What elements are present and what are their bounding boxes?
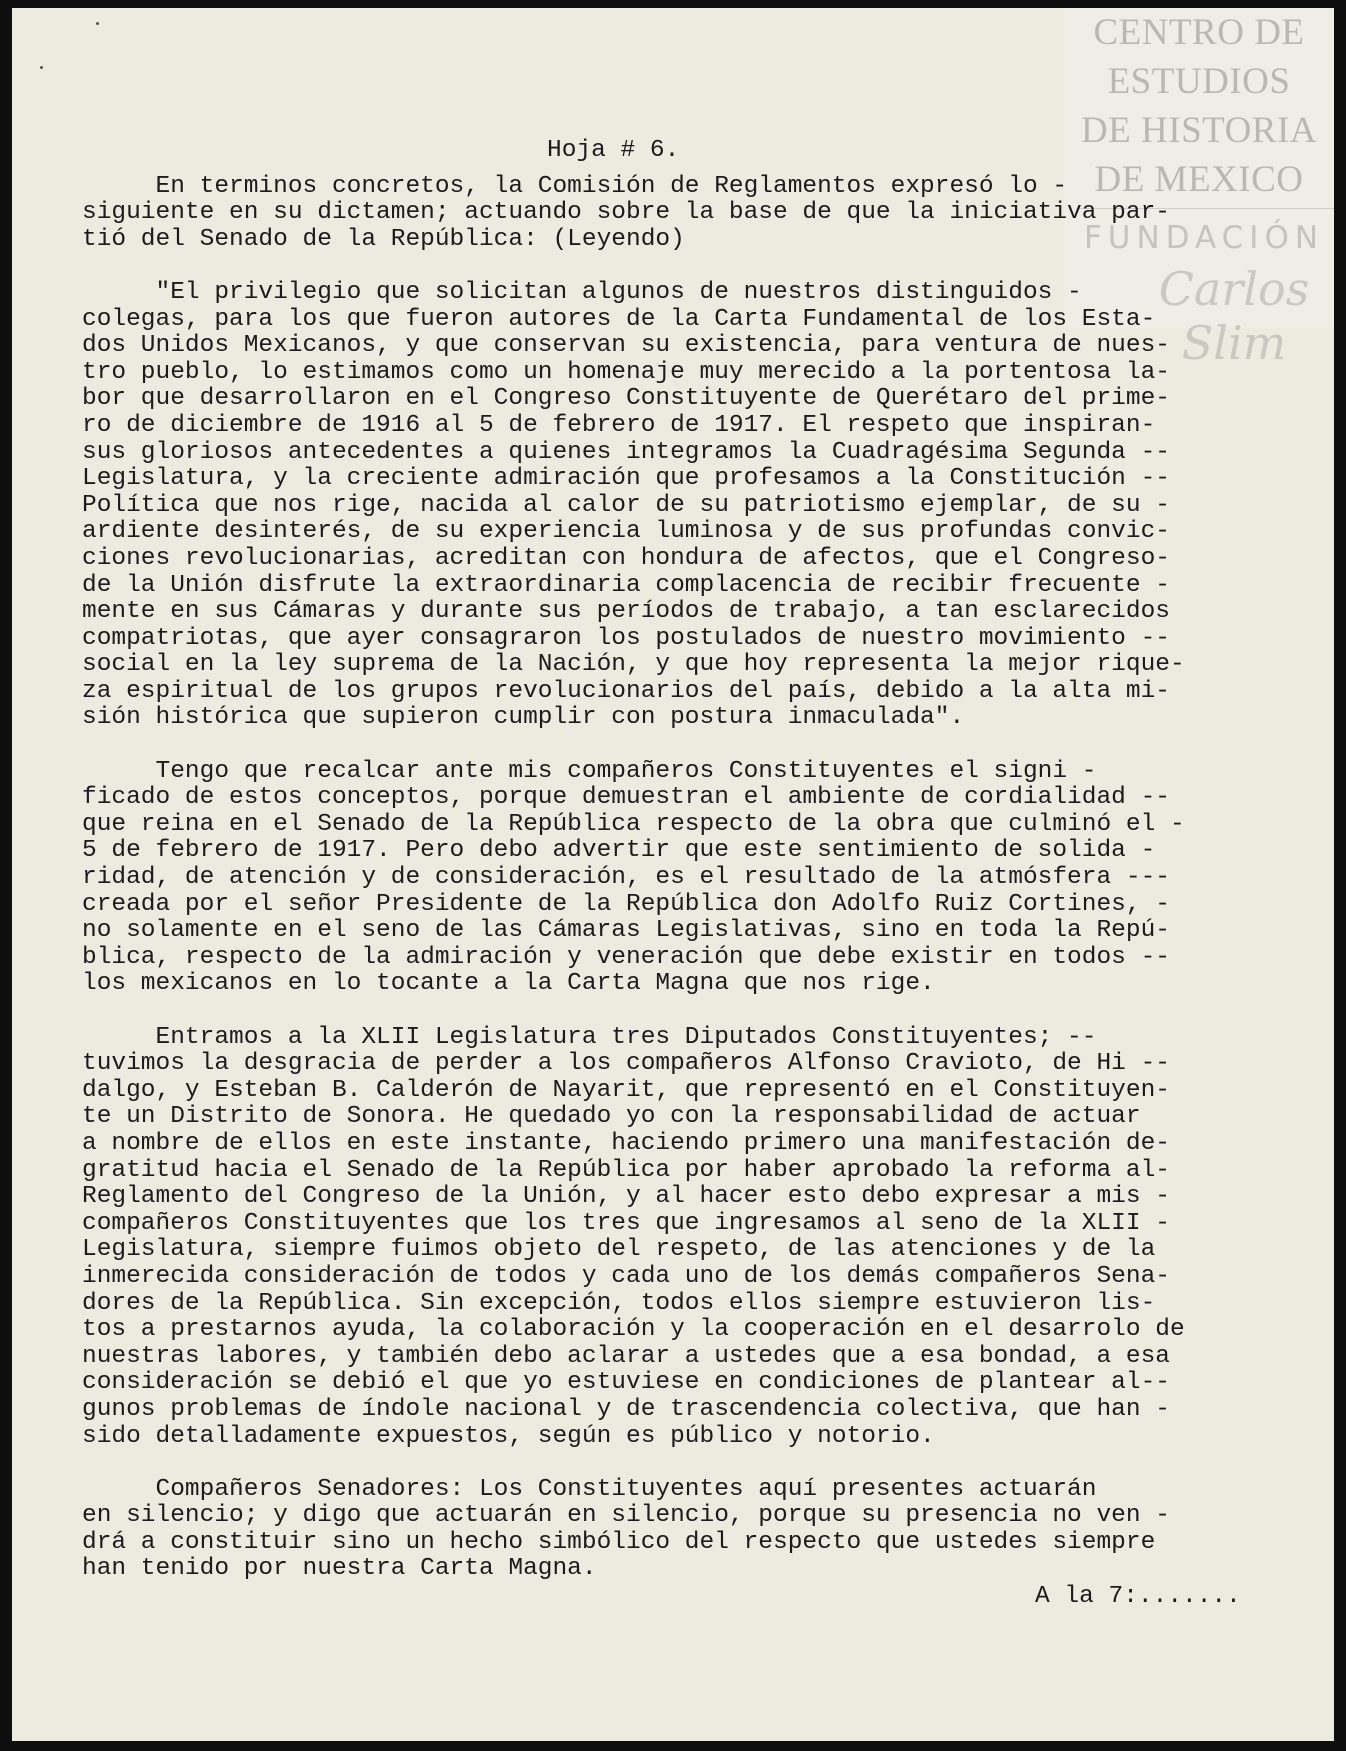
text-line: han tenido por nuestra Carta Magna. (82, 1555, 597, 1583)
text-line: siguiente en su dictamen; actuando sobre la base de que la iniciativa par- (82, 199, 1170, 227)
text-line: social en la ley suprema de la Nación, y que hoy representa la mejor rique- (82, 651, 1185, 679)
watermark-line: CENTRO DE (1093, 12, 1305, 53)
text-line: sido detalladamente expuestos, según es público y notorio. (82, 1422, 935, 1450)
text-line: que reina en el Senado de la República respecto de la obra que culminó el - (82, 810, 1185, 838)
text-line: Entramos a la XLII Legislatura tres Diputados Constituyentes; -- (82, 1023, 1097, 1051)
paper-speck (40, 66, 43, 69)
text-line: los mexicanos en lo tocante a la Carta Magna que nos rige. (82, 970, 935, 998)
text-line: Reglamento del Congreso de la Unión, y al hacer esto debo expresar a mis - (82, 1183, 1170, 1211)
text-line: tos a prestarnos ayuda, la colaboración y la cooperación en el desarrolo de (82, 1316, 1185, 1344)
paragraph (82, 759, 1282, 998)
text-line: tuvimos la desgracia de perder a los compañeros Alfonso Cravioto, de Hi -- (82, 1050, 1170, 1078)
watermark-line: DE MEXICO (1094, 159, 1304, 200)
text-line: ciones revolucionarias, acreditan con hondura de afectos, que el Congreso- (82, 544, 1170, 572)
text-line: sión histórica que supieron cumplir con postura inmaculada". (82, 704, 965, 732)
text-line: gratitud hacia el Senado de la República por haber aprobado la reforma al- (82, 1156, 1170, 1184)
text-line: En terminos concretos, la Comisión de Reglamentos expresó lo - (82, 172, 1068, 200)
text-line: compatriotas, que ayer consagraron los postulados de nuestro movimiento -- (82, 624, 1170, 652)
text-line: dos Unidos Mexicanos, y que conservan su existencia, para ventura de nues- (82, 332, 1170, 360)
text-line: Legislatura, siempre fuimos objeto del respeto, de las atenciones y de la (82, 1236, 1156, 1264)
text-line: blica, respecto de la admiración y veneración que debe existir en todos -- (82, 943, 1170, 971)
watermark-signature: Carlos Slim (1158, 262, 1310, 370)
text-line: "El privilegio que solicitan algunos de nuestros distinguidos - (82, 278, 1082, 306)
text-line: Política que nos rige, nacida al calor de su patriotismo ejemplar, de su - (82, 491, 1170, 519)
text-line: ro de diciembre de 1916 al 5 de febrero de 1917. El respeto que inspiran- (82, 411, 1156, 439)
watermark-fundacion: FUNDACIÓN (1083, 220, 1325, 256)
text-line: dores de la República. Sin excepción, todos ellos siempre estuvieron lis- (82, 1289, 1156, 1317)
page-title: Hoja # 6. (547, 137, 680, 164)
text-line: te un Distrito de Sonora. He quedado yo con la responsabilidad de actuar (82, 1103, 1141, 1131)
paragraph (82, 280, 1282, 732)
text-line: Legislatura, y la creciente admiración que profesamos a la Constitución -- (82, 465, 1170, 493)
text-line: dalgo, y Esteban B. Calderón de Nayarit, que representó en el Constituyen- (82, 1076, 1170, 1104)
text-line: a nombre de ellos en este instante, haciendo primero una manifestación de- (82, 1129, 1170, 1157)
text-line: en silencio; y digo que actuarán en silencio, porque su presencia no ven - (82, 1502, 1170, 1530)
text-line: ficado de estos conceptos, porque demuestran el ambiente de cordialidad -- (82, 784, 1170, 812)
text-line: ridad, de atención y de consideración, es el resultado de la atmósfera --- (82, 864, 1170, 892)
paper-speck (96, 22, 99, 25)
text-line: ardiente desinterés, de su experiencia luminosa y de sus profundas convic- (82, 518, 1170, 546)
text-line: nuestras labores, y también debo aclarar a ustedes que a esa bondad, a esa (82, 1342, 1170, 1370)
paragraph (82, 1477, 1282, 1583)
text-line: compañeros Constituyentes que los tres que ingresamos al seno de la XLII - (82, 1209, 1170, 1237)
text-line: no solamente en el seno de las Cámaras Legislativas, sino en toda la Repú- (82, 917, 1170, 945)
text-line: tro pueblo, lo estimamos como un homenaje muy merecido a la portentosa la- (82, 358, 1170, 386)
text-line: bor que desarrollaron en el Congreso Constituyente de Querétaro del prime- (82, 385, 1170, 413)
continuation-note: A la 7:....... (1035, 1583, 1241, 1611)
text-line: za espiritual de los grupos revolucionarios del país, debido a la alta mi- (82, 677, 1170, 705)
text-line: inmerecida consideración de todos y cada uno de los demás compañeros Sena- (82, 1262, 1170, 1290)
text-line: Tengo que recalcar ante mis compañeros Constituyentes el signi - (82, 757, 1097, 785)
text-line: 5 de febrero de 1917. Pero debo advertir que este sentimiento de solida - (82, 837, 1156, 865)
text-line: de la Unión disfrute la extraordinaria complacencia de recibir frecuente - (82, 571, 1170, 599)
text-line: consideración se debió el que yo estuviese en condiciones de plantear al-- (82, 1369, 1170, 1397)
text-line: mente en sus Cámaras y durante sus períodos de trabajo, a tan esclarecidos (82, 598, 1170, 626)
watermark-line: ESTUDIOS (1107, 61, 1291, 102)
text-line: creada por el señor Presidente de la República don Adolfo Ruiz Cortines, - (82, 890, 1170, 918)
text-line: gunos problemas de índole nacional y de trascendencia colectiva, que han - (82, 1395, 1170, 1423)
text-line: Compañeros Senadores: Los Constituyentes aquí presentes actuarán (82, 1475, 1097, 1503)
watermark-line: DE HISTORIA (1080, 110, 1318, 151)
document-body (82, 138, 1282, 1611)
document-sheet (12, 8, 1334, 1741)
paragraph (82, 1025, 1282, 1451)
text-line: colegas, para los que fueron autores de la Carta Fundamental de los Esta- (82, 305, 1156, 333)
paragraph (82, 174, 1282, 254)
text-line: tió del Senado de la República: (Leyendo) (82, 225, 685, 253)
text-line: drá a constituir sino un hecho simbólico del respecto que ustedes siempre (82, 1528, 1156, 1556)
text-line: sus gloriosos antecedentes a quienes integramos la Cuadragésima Segunda -- (82, 438, 1170, 466)
